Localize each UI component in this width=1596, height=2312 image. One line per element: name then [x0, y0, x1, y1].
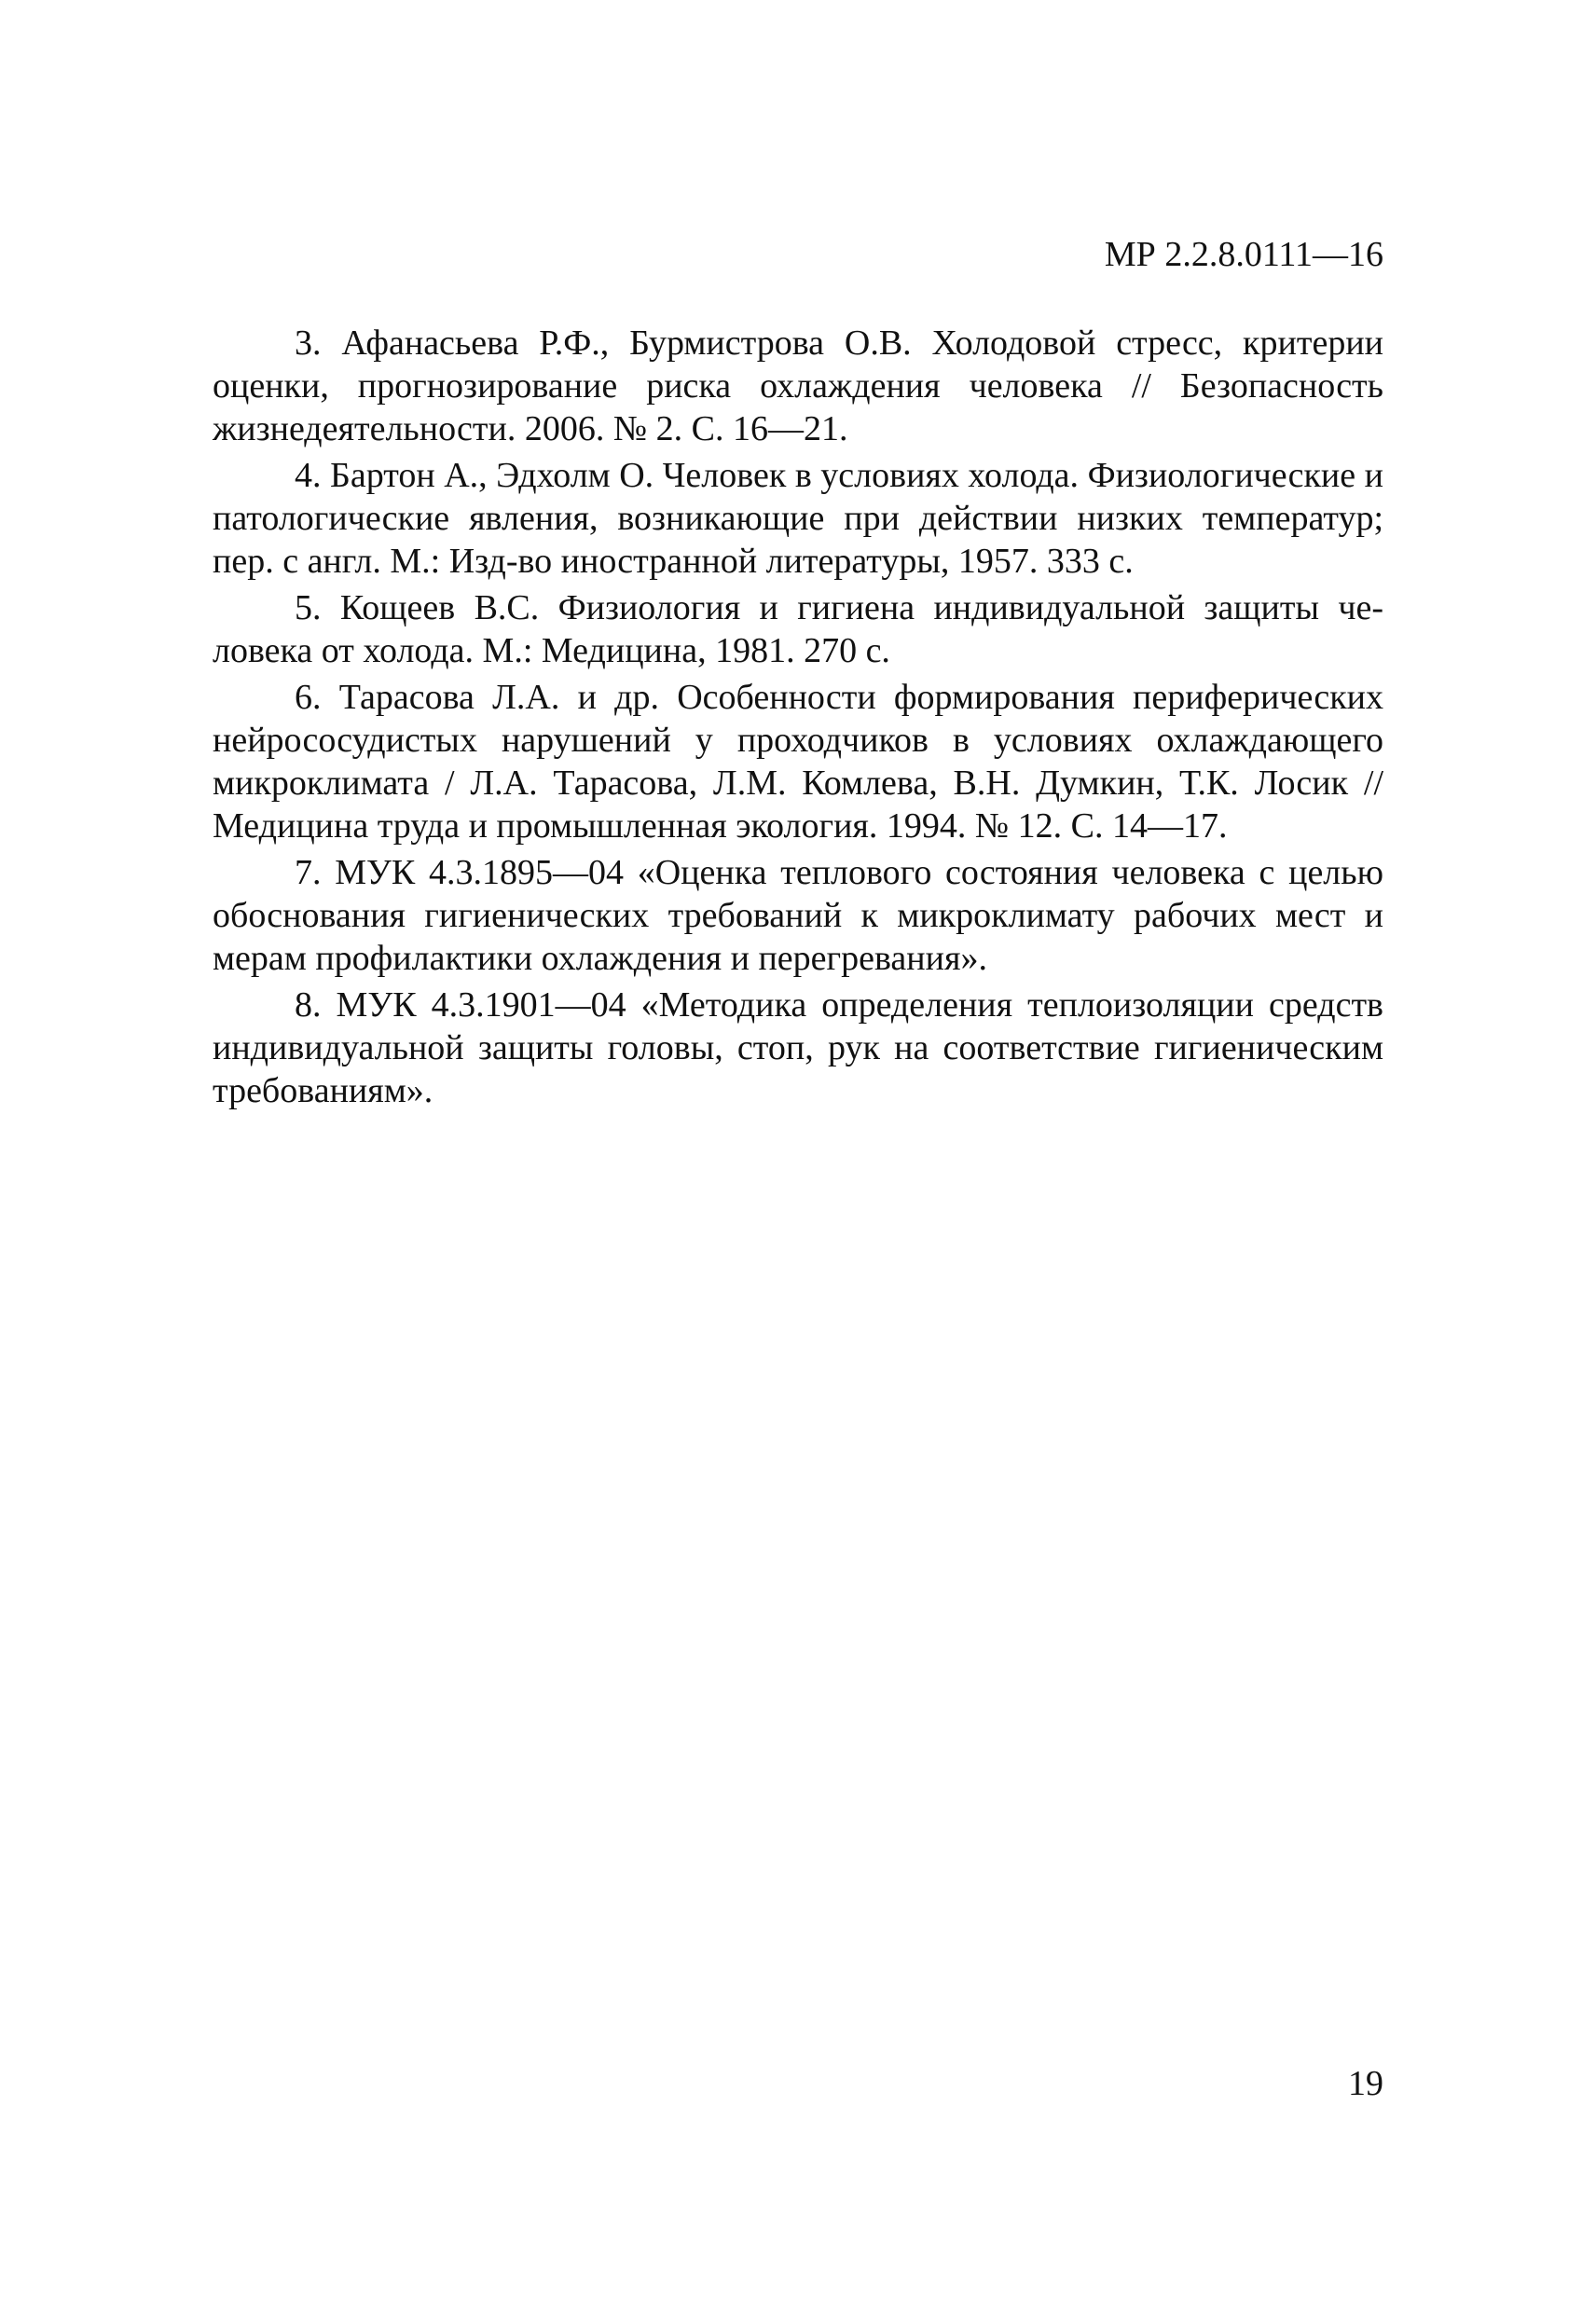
- reference-item: 4. Бартон А., Эдхолм О. Человек в условиях холода. Физиологические и патологические явления, возникающие при действии низких температур; пер. с англ. М.: Изд-во иностранной литературы, 1957. 333 с.: [213, 456, 1383, 581]
- page-number: 19: [1348, 2064, 1383, 2103]
- reference-item: 3. Афанасьева Р.Ф., Бурмистрова О.В. Холодовой стресс, критерии оценки, прогнозирование риска охлаждения человека // Безопасность жизнедеятельности. 2006. № 2. С. 16—21.: [213, 323, 1383, 448]
- reference-item: 7. МУК 4.3.1895—04 «Оценка теплового состояния человека с целью обоснования гигиенических требований к микроклимату рабочих мест и мерам профилактики охлаждения и перегревания».: [213, 853, 1383, 978]
- reference-item: 8. МУК 4.3.1901—04 «Методика определения теплоизоляции средств индивидуальной защиты головы, стоп, рук на соответствие гигиеническим требованиям».: [213, 985, 1383, 1110]
- reference-item: 5. Кощеев В.С. Физиология и гигиена индивидуальной защиты человека от холода. М.: Медицина, 1981. 270 с.: [213, 588, 1383, 670]
- reference-list: [213, 322, 1383, 1116]
- document-code: МР 2.2.8.0111—16: [1104, 235, 1383, 274]
- reference-item: 6. Тарасова Л.А. и др. Особенности формирования периферических нейрососудистых нарушений у проходчиков в условиях охлаждающего микроклимата / Л.А. Тарасова, Л.М. Комлева, В.Н. Думкин, Т.К. Лосик // Медицина труда и промышленная экология. 1994. № 12. С. 14—17.: [213, 678, 1383, 846]
